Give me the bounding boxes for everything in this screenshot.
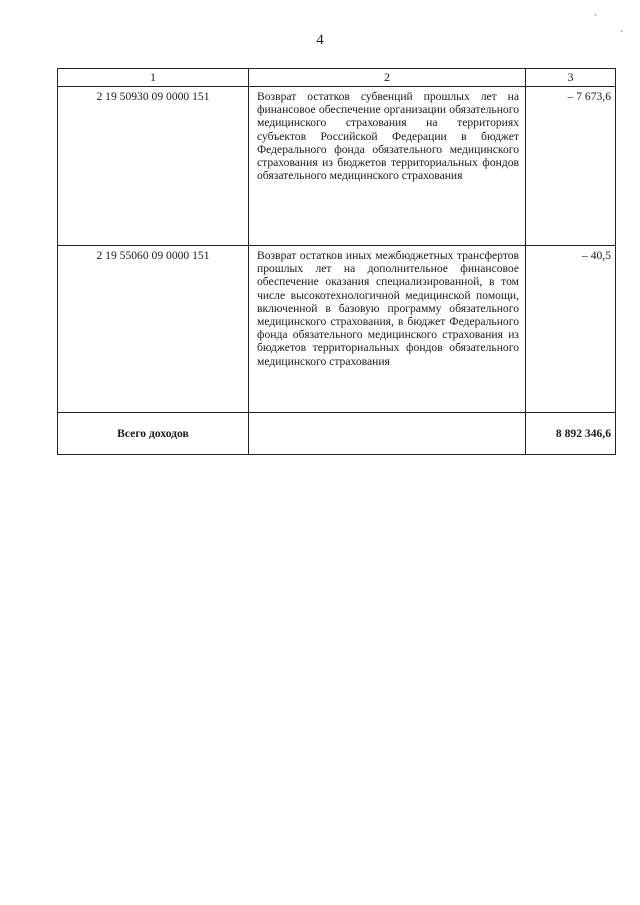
- budget-code-cell: 2 19 50930 09 0000 151: [58, 87, 249, 246]
- amount-cell: – 7 673,6: [526, 87, 616, 246]
- table-row: [58, 87, 616, 246]
- total-row: [58, 413, 616, 455]
- total-label: Всего доходов: [58, 413, 249, 455]
- table-header-row: [58, 69, 616, 87]
- table-row: [58, 246, 616, 413]
- column-header-amount: 3: [526, 69, 616, 87]
- total-empty-cell: [249, 413, 526, 455]
- budget-code-cell: 2 19 55060 09 0000 151: [58, 246, 249, 413]
- page-number: 4: [316, 32, 324, 48]
- column-header-name: 2: [249, 69, 526, 87]
- total-amount: 8 892 346,6: [526, 413, 616, 455]
- column-header-code: 1: [58, 69, 249, 87]
- scan-mark: ˋ: [620, 30, 624, 41]
- amount-cell: – 40,5: [526, 246, 616, 413]
- revenue-table: [57, 68, 616, 455]
- scan-mark: ˋ: [594, 14, 598, 25]
- revenue-name-cell: Возврат остатков иных межбюджетных трансфертов прошлых лет на дополнительное финансовое обеспечение оказания специализированной, в том числе высокотехнологичной медицинской помощи, включенной в базовую программу обязательного медицинского страхования, в бюджет Федерального фонда обязательного медицинского страхования из бюджетов территориальных фондов обязательного медицинского страхования: [249, 246, 526, 413]
- revenue-name-cell: Возврат остатков субвенций прошлых лет на финансовое обеспечение организации обязательного медицинского страхования на территориях субъектов Российской Федерации в бюджет Федерального фонда обязательного медицинского страхования из бюджетов территориальных фондов обязательного медицинского страхования: [249, 87, 526, 246]
